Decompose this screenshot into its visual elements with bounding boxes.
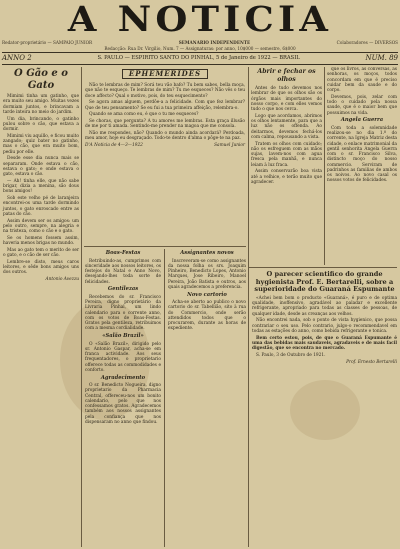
wedding-title: Angela Guerra: [340, 117, 384, 124]
story-paragraph: — Ah! tinha elle, que não sabe brigar, dizia a menina, são dous bons amigos!: [3, 178, 79, 195]
address-bar: [2, 46, 398, 51]
guarana-signature: Prof. Ernesto Bertarelli: [346, 359, 397, 365]
issue-year: ANNO 2: [2, 54, 32, 62]
story-paragraph: Mimimi viu aquillo, e ficou muito zangado; quiz bater no gatinho, mas o cão, que era muito bom, pediu por elle.: [3, 133, 79, 155]
column-divider: [248, 67, 249, 547]
eyes-title: Abrir e fechar os olhos: [257, 68, 316, 83]
ephemerides-paragraph: Não te lembras de mim? Sorá teu vão bafo? Tu bem sabes, bella moça, que não te esqueço. Te lembras de mim? Tu me esqueces? Não vês o teu doce affecto? Qual o motivo, pois, do teu esquecimento?: [85, 83, 245, 99]
notes-title-thanks: Agradecimento: [100, 374, 146, 381]
story-signature: Antonio Avezzu: [45, 277, 79, 282]
ephemerides-signature: [85, 143, 245, 148]
column-wedding: [327, 67, 397, 267]
notes-title-kindness: Gentilezas: [107, 286, 139, 293]
column-notes: [85, 249, 161, 547]
eyes-paragraph: Assim conservarão boa vista até a velhice, e terão muito que agradecer.: [251, 169, 322, 185]
ephemerides-author: Samuel Junior: [214, 143, 245, 148]
notes-text-thanks: O sr. Benedicto Nogueira, digno proprietario da Pharmacia Central, offereceu-nos um bonito calendario, pelo que nos confessamos gratos. Agradecemos também aos nossos assignantes pela confiança que nos dispensaram no anno que findou.: [85, 383, 161, 425]
story-title: O Gão e o Gato: [14, 68, 68, 91]
guarana-title: O parecer scientifico do grande hygienista Prof. E. Bertarelli, sobre a superioridade do Guaraná Espumante: [254, 270, 395, 294]
issue-number: NUM. 89: [365, 54, 398, 62]
ephemerides-paragraph: Se choras, que pergunta? A tu amores me lembras. Esta graça illusão de me por ti amada. Sentindo-me prender na magoa que me consola.: [85, 119, 245, 130]
guarana-paragraph: Não encontrei nada, sob o ponto de vista hygienico, que possa contrariar o seu uso. Pelo contrario, julgo-o recommendavel em todas as estações do anno, como bebida refrigerante e tonica.: [252, 318, 397, 334]
ephemerides-paragraph: Se agora amas alguem, perdôe-a a felicidade. Com que fez lembrar? Que de teu pensamento? Se eu fui a tua primeira affeição, relembra-o.: [85, 100, 245, 111]
eyes-paragraph: Logo que acordamos, abrimos os olhos lentamente, para que a luz não os offenda. Ao deitarmos, devemos fechá-los com calma, repousando a vista.: [251, 113, 322, 140]
health-paragraph: Devemos, pois, zelar com todo o cuidado pela nossa saude, que é o maior bem que possuimos na vida.: [327, 94, 397, 116]
collaborators-label: Colaboradores — DIVERSOS: [336, 40, 398, 45]
editor-label: Redator-proprietário — SAMPAIO JUNIOR: [2, 40, 93, 45]
guarana-date: S. Paulo, 3 de Outubro de 1921.: [256, 352, 326, 358]
story-paragraph: Um dia, brincando, o gatinho pulou sobre o cão, que estava a dormir.: [3, 116, 79, 132]
notes-text-kindness: Recebemos do sr. Francisco Pereira, digno proprietário da Livraria Pinhal, um lindo calendario para o corrente anno, com os votos de Boas-Festas. Gratos pela gentileza, retribuimos com a mesma cordialidade.: [85, 294, 161, 332]
story-paragraph: Desde esse dia nunca mais se separaram. Onde estava o cão, estava o gato; e onde estava o gato, estava o cão.: [3, 156, 79, 177]
story-paragraph: Mimimi tinha um gatinho, que era muito seu amigo. Muitas vezes dormiam juntos, e brincavam a tarde inteira no meio do jardim.: [3, 94, 79, 115]
new-subscribers-text: Inscreveram-se como assignantes da nossa folha os srs. Joaquim Pinheiro, Benedicto Lopes, Antonio Marques, Jose Ribeiro, Manoel Pereira, João Batista e outros, aos quais agradecemos a preferencia.: [168, 258, 246, 290]
section-divider: [84, 246, 246, 247]
notes-text-salon: O «Salão Brazil», dirigido pelo sr. Antonio Gaspar, acha-se em franca actividade. Aos seus frequentadores, o proprietario offerece todas as commodidades e conforto.: [85, 341, 161, 373]
rule-date: [2, 64, 398, 65]
column-divider: [324, 67, 325, 265]
health-paragraph: que os livros, as conversas, as senhoras, os moços, todos concordam em que é preciso cuidar bem da saude e do corpo.: [327, 67, 397, 93]
guarana-paragraph: «Achei bem bom o producto «Guaraná», é puro e de optima qualidade, inoffensivo, agradável ao paladar e excellente refrigerante, apropriado para todas as classes de pessoas, de qualquer idade, desde as creanças aos velhos.: [252, 295, 397, 317]
new-office-title: Novo cartorio: [187, 291, 227, 298]
ephemerides-header: EPHEMERIDES: [122, 69, 208, 79]
new-subscribers-title: Assignantes novos: [180, 250, 234, 256]
ephemerides-paragraph: Não me respondes, não? Quando o mundo ainda acordará? Perdoada, meu amor, hoje eu desgraçado. Todo-te dentro d'alma o pôge-te na paz.: [85, 131, 245, 142]
column-story: [3, 67, 79, 547]
story-paragraph: Se os homens fossem assim, haveria menos brigas no mundo.: [3, 235, 79, 246]
notes-title-salon: «Salão Brazil»: [102, 333, 144, 339]
notes-text-greetings: Retribuindo-as, cumprimos com sinceridade aos nossos leitores, os festejos do Natal e Anno Novo, desejando-lhes toda sorte de felicidades.: [85, 258, 161, 285]
column-announcements: [168, 249, 246, 547]
section-divider: [249, 267, 397, 268]
story-paragraph: Mas ao gato tem o merito de ser o gato, e o cão de ser cão.: [3, 247, 79, 258]
new-office-text: Acha-se aberto ao publico o novo cartorio do sr. Tabellião, sito à rua do Commercio, onde serão attendidos todos que o procurarem, durante as horas de expediente.: [168, 300, 246, 332]
guarana-paragraph: Bem certo estou, pois, de que o Guaraná Espumante é uma das bebidas mais saudaveis, agradaveis e de mais facil digestão, que se encontra no mercado.: [252, 335, 397, 352]
newspaper-title: A NOTICIA: [67, 0, 333, 40]
ephemerides-paragraph: Quando se ama como eu, é que o tu me esqueces?: [89, 112, 199, 118]
dateline: [2, 54, 398, 63]
ephemerides-date: D'A Noticia de 4—3—1922: [85, 143, 143, 148]
wedding-text: Com toda a solemnidade realizou-se no dia 1.º do corrente, na Igreja Matriz desta cidade, o enlace matrimonial da gentil senhorita Angela Guerra com o sr. Francisco Silva, distincto moço do nosso commercio. Serviram de padrinhos as familias de ambos os noivos. Ao novo casal os nossos votos de felicidades.: [327, 125, 397, 184]
story-paragraph: Assim devem ser os amigos: um pelo outro, sempre, na alegria e na tristeza, como o cão e o gato.: [3, 218, 79, 234]
weekly-label: SEMANARIO INDEPENDENTE: [178, 40, 251, 45]
eyes-paragraph: Antes de tudo devemos nos lembrar de que os olhos são os órgãos mais importantes do nosso corpo, e com elles vemos tudo o que nos cerca.: [251, 86, 322, 112]
story-paragraph: Sob este velho pé de laranjeira encontrei-os uma tarde dormindo juntos, o gato enroscado entre as patas do cão.: [3, 196, 79, 217]
eyes-paragraph: Tratem os olhos com cuidado; não os esfreguem com as mãos sujas, lavem-nos com agua fresca pela manhã, e nunca leiam à luz fraca.: [251, 141, 322, 168]
column-eyes: [251, 67, 322, 267]
guarana-article: [252, 270, 397, 547]
rule-top: [2, 52, 398, 53]
masthead-info-bar: [2, 40, 398, 45]
place-date: S. PAULO — ESPIRITO SANTO DO PINHAL, 5 de Janeiro de 1922 — BRASIL: [97, 55, 300, 61]
notes-title-greetings: Boas-Festas: [105, 250, 141, 256]
column-divider: [164, 249, 165, 547]
story-paragraph: Lembre-se disto, meus caros leitores, e sêde bons amigos uns dos outros.: [3, 259, 79, 276]
masthead: [0, 0, 400, 40]
address-line: Redacção: Rua Dr. Virgilio, Num. 7 — Assignaturas: por anno, 10$000 — semestre, 6$000: [104, 46, 296, 51]
column-ephemerides: [85, 67, 245, 245]
column-divider: [81, 67, 82, 547]
